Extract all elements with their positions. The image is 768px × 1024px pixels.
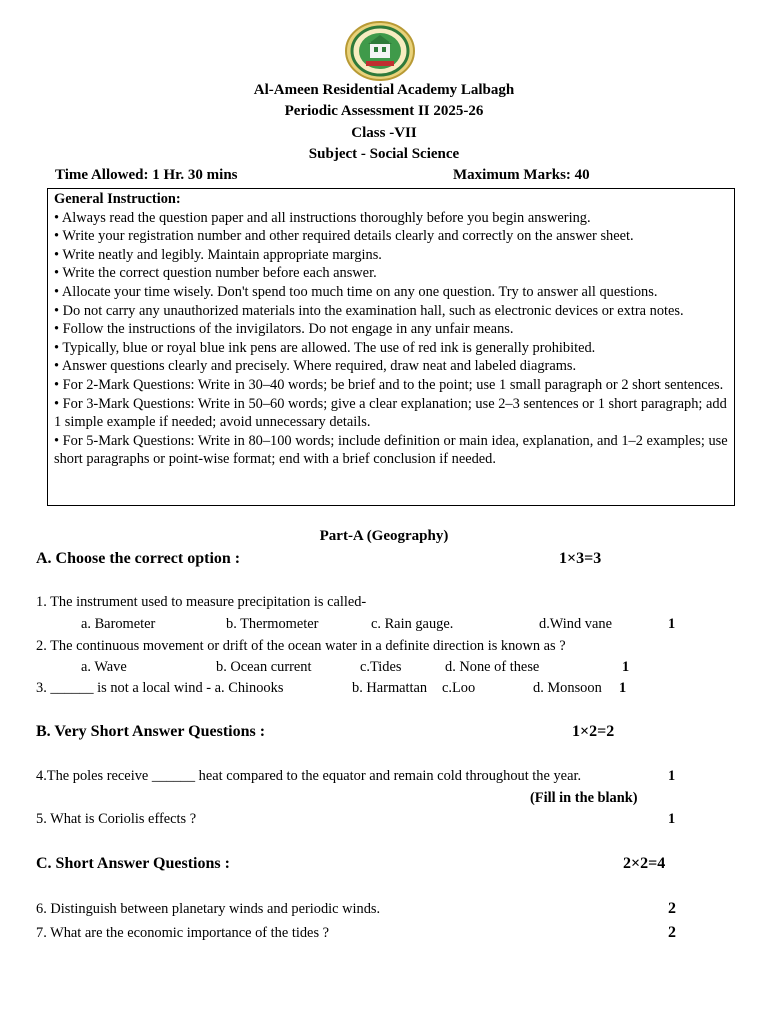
instruction-item: • Do not carry any unauthorized materials into the examination hall, such as electronic devices or extra notes. — [54, 302, 684, 319]
subject-label: Subject - Social Science — [308, 146, 460, 162]
exam-title: Periodic Assessment II 2025-26 — [284, 103, 484, 119]
q5-mark: 1 — [668, 811, 676, 827]
general-instructions — [47, 188, 735, 506]
q1-option-a: a. Barometer — [81, 616, 156, 632]
q1-mark: 1 — [668, 616, 676, 632]
question-4: 4.The poles receive ______ heat compared to the equator and remain cold throughout the year. — [36, 768, 582, 784]
instruction-item: • Write the correct question number before each answer. — [54, 265, 377, 282]
instruction-item: • Allocate your time wisely. Don't spend too much time on any one question. Try to answer all questions. — [54, 283, 658, 300]
question-1: 1. The instrument used to measure precipitation is called- — [36, 594, 367, 610]
q3-option-c: c.Loo — [442, 680, 476, 696]
q4-note: (Fill in the blank) — [530, 790, 638, 806]
q2-option-d: d. None of these — [445, 659, 540, 675]
section-b-marks: 1×2=2 — [572, 723, 615, 740]
q1-option-c: c. Rain gauge. — [371, 616, 454, 632]
instruction-item: • For 3-Mark Questions: Write in 50–60 words; give a clear explanation; use 2–3 sentences or 1 short paragraph; add 1 simple example if needed; avoid unnecessary details. — [54, 395, 727, 431]
school-logo — [344, 20, 416, 82]
part-a-title: Part-A (Geography) — [319, 528, 449, 544]
q2-option-b: b. Ocean current — [216, 659, 312, 675]
section-c-title: C. Short Answer Questions : — [36, 855, 230, 872]
question-6: 6. Distinguish between planetary winds and periodic winds. — [36, 901, 381, 917]
instructions-title: General Instruction: — [54, 191, 181, 207]
section-a-marks: 1×3=3 — [559, 550, 602, 567]
section-c-marks: 2×2=4 — [623, 855, 666, 872]
question-5: 5. What is Coriolis effects ? — [36, 811, 197, 827]
instruction-item: • Follow the instructions of the invigilators. Do not engage in any unfair means. — [54, 321, 514, 338]
q7-mark: 2 — [668, 924, 676, 941]
instruction-item: • For 5-Mark Questions: Write in 80–100 words; include definition or main idea, explanation, and 1–2 examples; use short paragraphs or point-wise format; end with a brief conclusion if needed. — [54, 432, 728, 468]
question-2: 2. The continuous movement or drift of the ocean water in a definite direction is known as ? — [36, 638, 566, 654]
q3-option-b: b. Harmattan — [352, 680, 428, 696]
maximum-marks: Maximum Marks: 40 — [453, 167, 590, 183]
q2-option-a: a. Wave — [81, 659, 127, 675]
q4-mark: 1 — [668, 768, 676, 784]
instruction-item: • Typically, blue or royal blue ink pens are allowed. The use of red ink is generally prohibited. — [54, 339, 596, 356]
q3-mark: 1 — [619, 680, 627, 696]
instruction-item: • Write neatly and legibly. Maintain appropriate margins. — [54, 246, 382, 263]
q1-option-d: d.Wind vane — [539, 616, 612, 632]
question-3: 3. ______ is not a local wind - a. Chinooks — [36, 680, 284, 696]
instruction-item: • Answer questions clearly and precisely. Where required, draw neat and labeled diagrams. — [54, 358, 577, 375]
instruction-item: • Write your registration number and other required details clearly and correctly on the answer sheet. — [54, 228, 634, 245]
q1-option-b: b. Thermometer — [226, 616, 319, 632]
instruction-item: • Always read the question paper and all instructions thoroughly before you begin answering. — [54, 209, 591, 226]
time-allowed: Time Allowed: 1 Hr. 30 mins — [55, 167, 238, 183]
q3-option-d: d. Monsoon — [533, 680, 602, 696]
q2-mark: 1 — [622, 659, 630, 675]
school-name: Al-Ameen Residential Academy Lalbagh — [253, 82, 515, 98]
section-a-title: A. Choose the correct option : — [36, 550, 241, 567]
q6-mark: 2 — [668, 900, 676, 917]
class-label: Class -VII — [351, 125, 417, 141]
instruction-item: • For 2-Mark Questions: Write in 30–40 words; be brief and to the point; use 1 small paragraph or 2 short sentences. — [54, 376, 724, 393]
q2-option-c: c.Tides — [360, 659, 402, 675]
question-7: 7. What are the economic importance of the tides ? — [36, 925, 330, 941]
section-b-title: B. Very Short Answer Questions : — [36, 723, 266, 740]
